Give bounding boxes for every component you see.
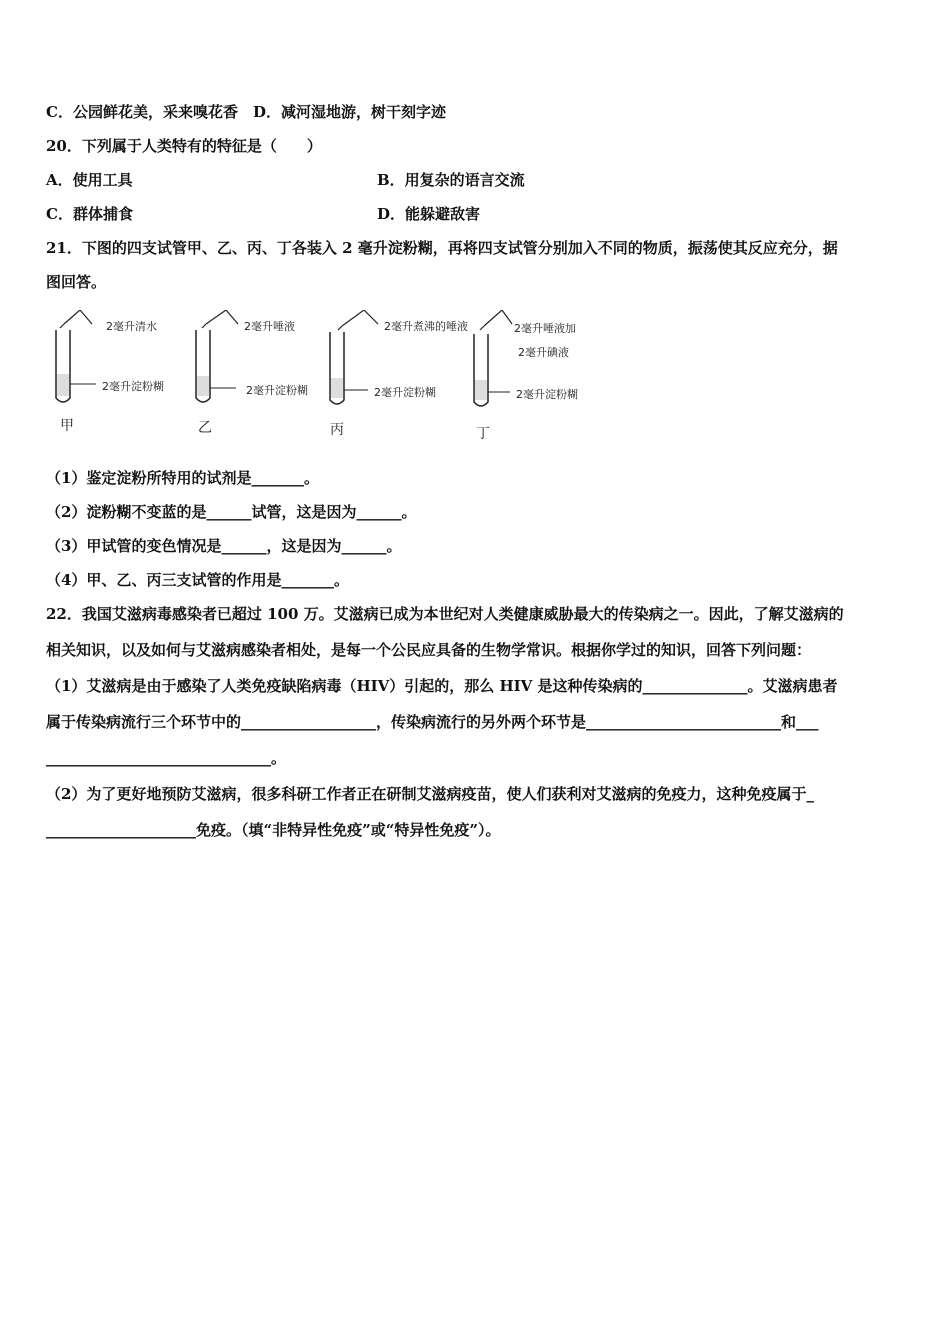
tube-ding-top-label-2: 2毫升碘液 xyxy=(518,346,569,359)
tube-yi-bottom-label: 2毫升淀粉糊 xyxy=(246,384,308,397)
q22-sub1-line1: （1）艾滋病是由于感染了人类免疫缺陷病毒（HIV）引起的，那么 HIV 是这种传染病的______________。艾滋病患者 xyxy=(46,677,838,695)
q20-stem: 20．下列属于人类特有的特征是（ ） xyxy=(46,137,322,155)
tube-jia-top-label: 2毫升清水 xyxy=(106,320,157,333)
q20-option-c: C．群体捕食 xyxy=(46,205,133,223)
test-tube-figure xyxy=(46,310,606,450)
q22-sub2-line2: ____________________免疫。（填“非特异性免疫”或“特异性免疫”）。 xyxy=(46,821,501,839)
q21-stem-line2: 图回答。 xyxy=(46,273,107,291)
tube-ding-top-label: 2毫升唾液加 xyxy=(514,322,576,335)
dropper-tip xyxy=(60,324,64,328)
q22-sub2-line1: （2）为了更好地预防艾滋病，很多科研工作者正在研制艾滋病疫苗，使人们获利对艾滋病的免疫力，这种免疫属于_ xyxy=(46,785,814,803)
dropper-tip xyxy=(338,326,342,330)
q21-sub3: （3）甲试管的变色情况是______，这是因为______。 xyxy=(46,537,402,555)
tube-bing-name: 丙 xyxy=(330,422,344,438)
dropper-line xyxy=(484,310,512,326)
tube-ding-name: 丁 xyxy=(476,426,490,442)
tube-jia xyxy=(56,310,164,434)
q21-sub2: （2）淀粉糊不变蓝的是______试管，这是因为______。 xyxy=(46,503,417,521)
tube-jia-bottom-label: 2毫升淀粉糊 xyxy=(102,380,164,393)
q22-stem-line1: 22．我国艾滋病毒感染者已超过 100 万。艾滋病已成为本世纪对人类健康威胁最大的传染病之一。因此，了解艾滋病的 xyxy=(46,605,844,623)
q20-option-a: A．使用工具 xyxy=(46,171,133,189)
tube-contents xyxy=(197,376,209,396)
q20-options-row2 xyxy=(46,204,904,224)
dropper-line xyxy=(64,310,92,324)
q19-options: C．公园鲜花美，采来嗅花香 D．减河湿地游，树干刻字迹 xyxy=(46,103,446,121)
tube-bing xyxy=(330,310,468,438)
q22-stem-line2: 相关知识，以及如何与艾滋病感染者相处，是每一个公民应具备的生物学常识。根据你学过的知识，回答下列问题： xyxy=(46,641,812,659)
tube-contents xyxy=(475,380,487,400)
q21-sub4: （4）甲、乙、丙三支试管的作用是_______。 xyxy=(46,571,349,589)
tube-ding-bottom-label: 2毫升淀粉糊 xyxy=(516,388,578,401)
tube-contents xyxy=(57,374,69,396)
tube-bing-top-label: 2毫升煮沸的唾液 xyxy=(384,320,468,333)
tube-contents xyxy=(331,378,343,398)
dropper-tip xyxy=(480,326,484,330)
q20-options-row1 xyxy=(46,170,904,190)
dropper-line xyxy=(206,310,238,324)
q22-sub1-line2: 属于传染病流行三个环节中的__________________，传染病流行的另外两个环节是__________________________和___ xyxy=(46,713,819,731)
tube-yi-top-label: 2毫升唾液 xyxy=(244,320,295,333)
q21-sub1: （1）鉴定淀粉所特用的试剂是_______。 xyxy=(46,469,319,487)
tube-yi-name: 乙 xyxy=(198,420,212,436)
q22-sub1-line3: ______________________________。 xyxy=(46,749,287,767)
tube-ding xyxy=(474,310,578,442)
tube-yi xyxy=(196,310,308,436)
q20-option-d: D．能躲避敌害 xyxy=(377,205,481,223)
dropper-tip xyxy=(202,324,206,328)
tube-bing-bottom-label: 2毫升淀粉糊 xyxy=(374,386,436,399)
q21-stem-line1: 21．下图的四支试管甲、乙、丙、丁各装入 2 毫升淀粉糊，再将四支试管分别加入不同的物质，振荡使其反应充分，据 xyxy=(46,239,838,257)
dropper-line xyxy=(342,310,378,326)
q20-option-b: B．用复杂的语言交流 xyxy=(377,171,525,189)
tube-jia-name: 甲 xyxy=(60,418,74,434)
